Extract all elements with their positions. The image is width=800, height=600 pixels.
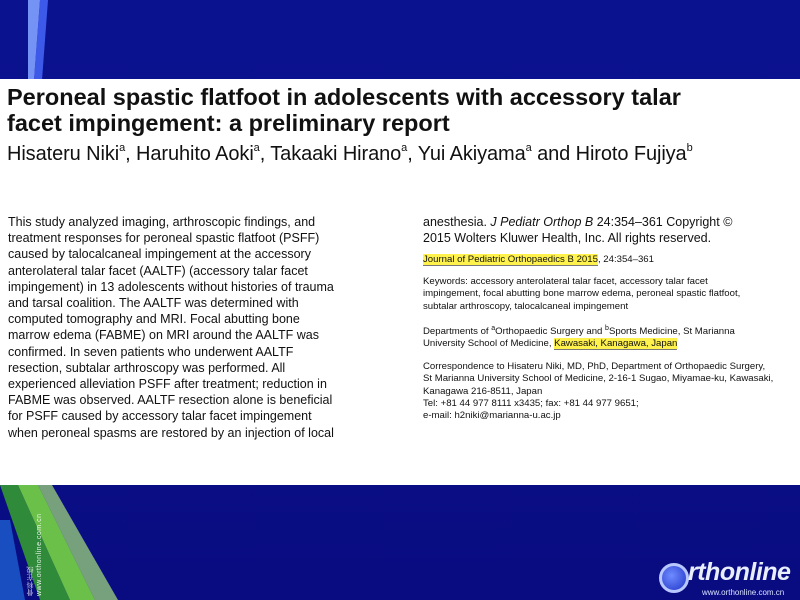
keywords-line: impingement, focal abutting bone marrow edema, peroneal spastic flatfoot, [423,288,741,300]
abstract-continuation [423,214,800,230]
side-watermark-text: 骨科在线 www.orthonline.com.cn [26,513,43,596]
logo-url: www.orthonline.com.cn [702,588,785,597]
logo-text: rthonline [688,558,791,586]
correspondence-line: St Marianna University School of Medicine, 2-16-1 Sugao, Miyamae-ku, Kawasaki, [423,373,774,385]
highlighted-location: Kawasaki, Kanagawa, Japan [554,338,678,350]
continuation-text: anesthesia. [423,215,491,229]
abstract-line: impingement) in 13 adolescents without histories of trauma [8,279,334,294]
author-separator: , [259,143,271,165]
affiliation-mark: b [605,325,609,333]
continuation-text: 24:354–361 Copyright © [593,215,733,229]
author-name: Hisateru Niki [7,143,120,165]
keywords-line: subtalar arthroscopy, talocalcaneal impingement [423,300,629,312]
departments-text: Sports Medicine, St Marianna [608,326,735,338]
abstract-line: This study analyzed imaging, arthroscopic findings, and [8,215,316,229]
author-separator: , [407,143,418,165]
side-watermark [27,486,41,596]
abstract-line: caused by talocalcaneal impingement at the accessory [8,247,311,262]
citation-line [423,254,800,266]
departments-text: Orthopaedic Surgery and [495,326,606,338]
departments-line [423,338,800,350]
abstract-line: anterolateral talar facet (AALTF) (accessory talar facet [8,263,308,278]
globe-icon [659,563,689,593]
author-affiliation-mark: a [119,142,126,154]
abstract [8,214,403,441]
correspondence-line: Kanagawa 216-8511, Japan [423,385,543,397]
affiliation-mark: a [491,325,496,333]
abstract-line: marrow edema (FABME) on MRI around the AALTF was [8,328,319,343]
departments-line [423,323,800,338]
orthonline-logo [658,558,800,598]
highlighted-citation: Journal of Pediatric Orthopaedics B 2015 [423,254,598,266]
abstract-line: FABME was observed. AALTF resection alone is beneficial [8,393,333,408]
abstract-line: experienced alleviation PSFF after treatment; reduction in [8,377,327,392]
abstract-line: resection, subtalar arthroscopy was performed. All [8,360,286,375]
author-name: Hiroto Fujiya [575,143,687,165]
title-line: Peroneal spastic flatfoot in adolescents with accessory talar [7,84,681,110]
author-name: Haruhito Aoki [136,143,254,165]
abstract-line: treatment responses for peroneal spastic flatfoot (PSFF) [8,231,320,246]
author-separator: and [531,143,576,165]
author-name: Yui Akiyama [417,143,526,165]
article-title [7,84,797,136]
author-affiliation-mark: b [686,142,693,154]
abstract-line: computed tomography and MRI. Focal abutting bone [8,312,300,327]
abstract-line: for PSFF caused by accessory talar facet impingement [8,409,312,424]
copyright-line: 2015 Wolters Kluwer Health, Inc. All rights reserved. [423,231,712,246]
abstract-line: when peroneal spasms are restored by an injection of local [8,425,334,440]
right-column [423,214,800,423]
author-affiliation-mark: a [525,142,532,154]
author-affiliation-mark: a [401,142,408,154]
abstract-line: and tarsal coalition. The AALTF was determined with [8,296,299,311]
correspondence-line: Correspondence to Hisateru Niki, MD, PhD, Department of Orthopaedic Surgery, [423,360,766,372]
correspondence-line: e-mail: h2niki@marianna-u.ac.jp [423,410,561,422]
journal-abbreviation: J Pediatr Orthop B [490,215,594,229]
citation-pages: , 24:354–361 [597,254,654,266]
author-name: Takaaki Hirano [270,143,402,165]
author-separator: , [125,143,137,165]
author-affiliation-mark: a [253,142,260,154]
author-list [7,142,800,166]
departments-text: Departments of [423,326,492,338]
keywords-line: Keywords: accessory anterolateral talar facet, accessory talar facet [423,275,708,287]
abstract-line: confirmed. In seven patients who underwent AALTF [8,344,294,359]
title-line: facet impingement: a preliminary report [7,110,450,136]
departments-text: University School of Medicine, [423,338,555,350]
correspondence-line: Tel: +81 44 977 8111 x3435; fax: +81 44 977 9651; [423,398,639,410]
